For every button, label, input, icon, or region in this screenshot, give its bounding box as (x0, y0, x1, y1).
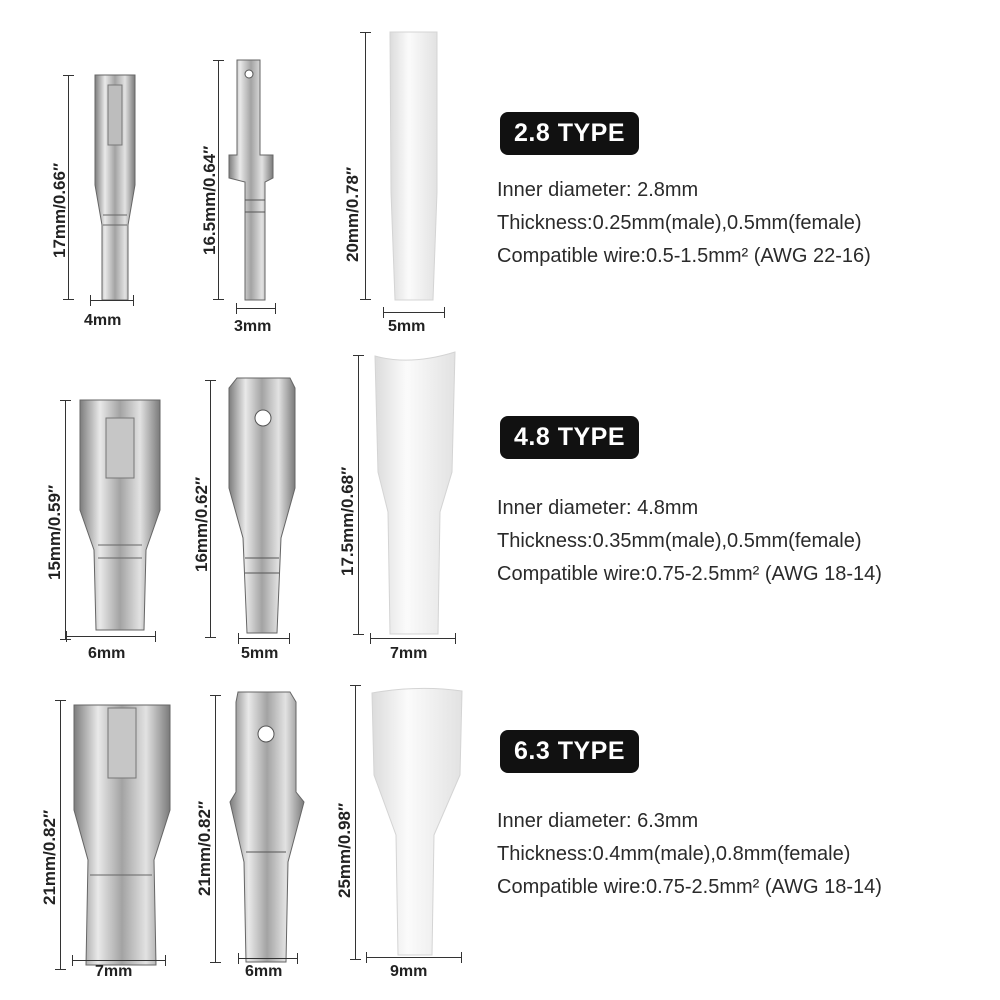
female-length-label: 15mm/0.59″ (45, 484, 64, 580)
spec-thickness: Thickness:0.35mm(male),0.5mm(female) (497, 530, 862, 552)
spec-inner-diameter: Inner diameter: 2.8mm (497, 179, 699, 201)
row-4-8-type (0, 340, 1000, 670)
insulation-sleeve-image (385, 32, 445, 300)
female-terminal-image (72, 700, 172, 965)
type-badge: 4.8 TYPE (500, 416, 639, 459)
male-terminal-image (225, 378, 300, 633)
dim-line-vertical (65, 400, 66, 640)
type-badge: 2.8 TYPE (500, 112, 639, 155)
dim-line-horizontal (238, 958, 298, 959)
male-terminal-image (228, 692, 308, 962)
sleeve-width-label: 7mm (390, 645, 428, 662)
dim-line-vertical (358, 355, 359, 635)
sleeve-width-label: 9mm (390, 963, 428, 980)
female-length-label: 17mm/0.66″ (50, 162, 69, 258)
spec-compatible-wire: Compatible wire:0.75-2.5mm² (AWG 18-14) (497, 563, 882, 585)
dim-line-horizontal (370, 638, 456, 639)
spec-inner-diameter: Inner diameter: 4.8mm (497, 497, 699, 519)
male-width-label: 6mm (245, 963, 283, 980)
type-badge: 6.3 TYPE (500, 730, 639, 773)
dim-line-horizontal (236, 308, 276, 309)
sleeve-width-label: 5mm (388, 318, 426, 335)
male-width-label: 3mm (234, 318, 272, 335)
dim-line-horizontal (90, 300, 134, 301)
spec-compatible-wire: Compatible wire:0.75-2.5mm² (AWG 18-14) (497, 876, 882, 898)
dim-line-vertical (355, 685, 356, 960)
female-width-label: 4mm (84, 312, 122, 329)
insulation-sleeve-image (370, 352, 460, 634)
male-length-label: 16.5mm/0.64″ (200, 145, 219, 255)
sleeve-length-label: 25mm/0.98″ (335, 802, 354, 898)
dim-line-horizontal (383, 312, 445, 313)
dim-line-vertical (60, 700, 61, 970)
sleeve-length-label: 17.5mm/0.68″ (338, 466, 357, 576)
dim-line-horizontal (72, 960, 166, 961)
spec-thickness: Thickness:0.25mm(male),0.5mm(female) (497, 212, 862, 234)
dim-line-vertical (365, 32, 366, 300)
dim-line-horizontal (66, 636, 156, 637)
spec-thickness: Thickness:0.4mm(male),0.8mm(female) (497, 843, 851, 865)
male-terminal-image (225, 60, 285, 300)
spec-inner-diameter: Inner diameter: 6.3mm (497, 810, 699, 832)
spec-list (497, 805, 882, 904)
female-width-label: 6mm (88, 645, 126, 662)
spec-compatible-wire: Compatible wire:0.5-1.5mm² (AWG 22-16) (497, 245, 871, 267)
sleeve-length-label: 20mm/0.78″ (343, 166, 362, 262)
male-length-label: 21mm/0.82″ (195, 800, 214, 896)
female-length-label: 21mm/0.82″ (40, 809, 59, 905)
dim-line-vertical (215, 695, 216, 963)
spec-list (497, 492, 882, 591)
dim-line-horizontal (238, 638, 290, 639)
female-terminal-image (90, 75, 140, 300)
female-terminal-image (78, 400, 163, 630)
insulation-sleeve-image (368, 685, 466, 955)
dim-line-horizontal (366, 957, 462, 958)
row-6-3-type (0, 670, 1000, 1000)
row-2-8-type (0, 0, 1000, 335)
male-width-label: 5mm (241, 645, 279, 662)
male-length-label: 16mm/0.62″ (192, 476, 211, 572)
spec-list (497, 174, 871, 273)
female-width-label: 7mm (95, 963, 133, 980)
